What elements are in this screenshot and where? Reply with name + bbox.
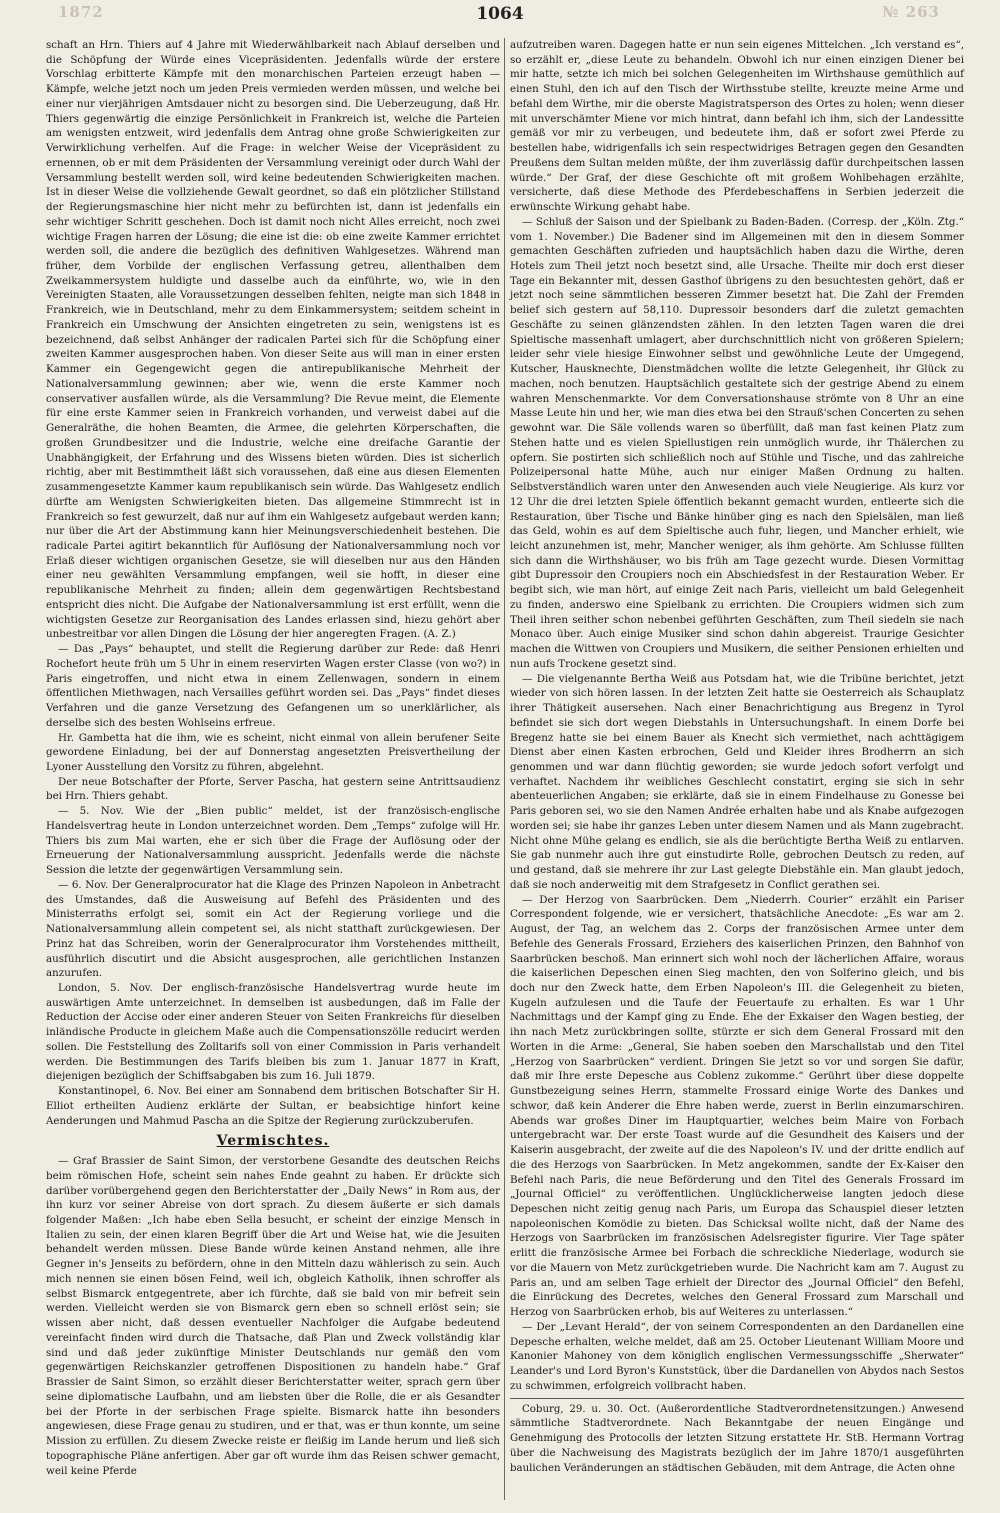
article-paragraph: Konstantinopel, 6. Nov. Bei einer am Sonnabend dem britischen Botschafter Sir H. Elliot ertheilten Audienz erklärte der Sultan, er beabsichtige hinfort keine Aenderungen und Mahmud Pascha an die Spitze der Regierung zurückzuberufen. xyxy=(46,1085,500,1127)
article-paragraph: — Der „Levant Herald“, der von seinem Correspondenten an den Dardanellen eine Depesche erhalten, welche meldet, daß am 25. October Lieutenant William Moore und Kanonier Mahoney von dem königlich englischen Vermessungsschiffe „Sherwater“ Leander's und Lord Byron's Kunststück, über die Dardanellen von Abydos nach Sestos zu schwimmen, erfolgreich vollbracht haben. xyxy=(510,1320,964,1392)
article-paragraph: — Schluß der Saison und der Spielbank zu Baden-Baden. (Corresp. der „Köln. Ztg.“ vom 1. November.) Die Badener sind im Allgemeinen mit den in diesem Sommer gemachten Geschäften zufrieden und hauptsächlich haben dazu die Wirthe, deren Hotels zum Theil jetzt noch besetzt sind, alle Ursache. Theilte mir doch erst dieser Tage ein Bekannter mit, dessen Gasthof übrigens zu den besuchtesten gehört, daß er jetzt noch seine sämmtlichen besseren Zimmer besetzt hat. Die Zahl der Fremden belief sich gestern auf 58,110. Dupressoir besonders darf die zuletzt gemachten Geschäfte zu seinen glänzendsten zählen. In den letzten Tagen waren die drei Spieltische massenhaft umlagert, aber durchschnittlich nicht von größeren Spielern; leider sehr viele hiesige Einwohner selbst und gewöhnliche Leute der Umgegend, Kutscher, Hausknechte, Dienstmädchen wollte die letzte Gelegenheit, ihr Glück zu machen, noch benutzen. Hauptsächlich gestaltete sich der gestrige Abend zu einem wahren Menschenmarkte. Vor dem Conversationshause strömte von 8 Uhr an eine Masse Leute hin und her, wie man dies etwa bei den Strauß'schen Concerten zu sehen gewohnt war. Die Säle vollends waren so überfüllt, daß man fast keinen Platz zum Stehen hatte und es vielen Spiellustigen rein unmöglich wurde, ihr Thälerchen zu opfern. Sie postirten sich schließlich noch auf Stühle und Tische, und das zahlreiche Polizeipersonal hatte Mühe, auch nur einiger Maßen Ordnung zu halten. Selbstverständlich waren unter den Anwesenden auch viele Neugierige. Als kurz vor 12 Uhr die drei letzten Spiele öffentlich bekannt gemacht wurden, entleerte sich die Restauration, über Tische und Bänke hinüber ging es nach den Spielsälen, man ließ das Geld, wohin es auf dem Spieltische auch fuhr, liegen, und Mancher erhielt, wie leicht anzunehmen ist, mehr, Mancher weniger, als ihm gehörte. Am Schlusse füllten sich dann die Wirthshäuser, wo bis früh am Tage gezecht wurde. Diesen Vormittag gibt Dupressoir den Croupiers noch ein Abschiedsfest in der Restauration Weber. Er begibt sich, wie man hört, auf einige Zeit nach Paris, vielleicht um bald Gelegenheit zu finden, anderswo eine Spielbank zu errichten. Die Croupiers widmen sich zum Theil ihren seither schon nebenbei geführten Geschäften, zum Theil siedeln sie nach Monaco über. Auch einige Musiker sind schon dahin abgereist. Traurige Gesichter machen die Wittwen von Croupiers und Musikern, die seither Pensionen erhielten und nun aufs Trockene gesetzt sind. xyxy=(510,215,964,670)
article-paragraph: — Die vielgenannte Bertha Weiß aus Potsdam hat, wie die Tribüne berichtet, jetzt wieder von sich hören lassen. In der letzten Zeit hatte sie Oesterreich als Schauplatz ihrer Thätigkeit ausersehen. Nach einer Benachrichtigung aus Bregenz in Tyrol befindet sie sich dort wegen Diebstahls in Untersuchungshaft. In einem Dorfe bei Bregenz hatte sie bei einem Bauer als Knecht sich vermiethet, nach achttägigem Dienst aber einen Kasten erbrochen, Geld und Kleider ihres Brodherrn an sich genommen und war dann flüchtig geworden; sie wurde jedoch sofort verfolgt und verhaftet. Nachdem ihr weibliches Geschlecht constatirt, erging sie sich in sehr abenteuerlichen Angaben; sie erklärte, daß sie in einem Findelhause zu Gonesse bei Paris geboren sei, wo sie den Namen Andrée erhalten habe und als Knabe aufgezogen worden sei; sie habe ihr ganzes Leben unter diesem Namen und als Mann zugebracht. Nicht ohne Mühe gelang es endlich, sie als die berüchtigte Bertha Weiß zu entlarven. Sie gab nunmehr auch ihre gut einstudirte Rolle, gebrochen Deutsch zu reden, auf und gestand, daß sie mehrere ihr zur Last gelegte Diebstähle ein. Man glaubt jedoch, daß sie noch anderweitig mit dem Strafgesetz in Conflict gerathen sei. xyxy=(510,672,964,891)
right-column xyxy=(510,38,964,1476)
section-heading: Vermischtes. xyxy=(216,1133,330,1150)
article-paragraph: Hr. Gambetta hat die ihm, wie es scheint, nicht einmal von allein berufener Seite gewordene Einladung, bei der auf Donnerstag angesetzten Preisvertheilung der Lyoner Ausstellung den Vorsitz zu führen, abgelehnt. xyxy=(46,731,500,773)
page-number: 1064 xyxy=(476,4,524,24)
article-paragraph: aufzutreiben waren. Dagegen hatte er nun sein eigenes Mittelchen. „Ich verstand es“, so erzählt er, „diese Leute zu behandeln. Obwohl ich nur einen einzigen Diener bei mir hatte, setzte ich mich bei solchen Gelegenheiten im Wirthshause gemüthlich auf einen Stuhl, den ich auf den Tisch der Wirthsstube stellte, kreuzte meine Arme und befahl dem Wirthe, mir die oberste Magistratsperson des Ortes zu holen; wenn dieser mit unverschämter Miene vor mich hintrat, dann befahl ich ihm, sich der Landessitte gemäß vor mir zu verbeugen, und bedeutete ihm, daß er sofort zwei Pferde zu bestellen habe, widrigenfalls ich sein respectwidriges Betragen gegen den Gesandten Preußens dem Sultan melden müßte, der ihm zuverlässig dafür durchpeitschen lassen würde.“ Der Graf, der diese Geschichte oft mit großem Wohlbehagen erzählte, versicherte, daß diese Methode des Pferdebeschaffens in Serbien jederzeit die erwünschte Wirkung gehabt habe. xyxy=(510,39,964,214)
article-paragraph: — Der Herzog von Saarbrücken. Dem „Niederrh. Courier“ erzählt ein Pariser Correspondent folgende, wie er versichert, thatsächliche Anecdote: „Es war am 2. August, der Tag, an welchem das 2. Corps der französischen Armee unter dem Befehle des Generals Frossard, Erziehers des kaiserlichen Prinzen, den Bahnhof von Saarbrücken beschoß. Man erinnert sich wohl noch der lächerlichen Affaire, woraus die kaiserlichen Depeschen einen Sieg machten, den von Solferino gleich, und bis doch nur den Zweck hatte, dem Erben Napoleon's III. die Gelegenheit zu bieten, Kugeln aufzulesen und die Taufe der Feuertaufe zu erhalten. Es war 1 Uhr Nachmittags und der Kampf ging zu Ende. Ehe der Exkaiser den Wagen bestieg, der ihn nach Metz zurückbringen sollte, stürzte er sich dem General Frossard mit den Worten in die Arme: „General, Sie haben soeben den Marschallstab und den Titel „Herzog von Saarbrücken“ verdient. Dringen Sie jetzt so vor und sorgen Sie dafür, daß mir Ihre erste Depesche aus Coblenz zukomme.“ Gerührt über diese doppelte Gunstbezeigung seines Herrn, stammelte Frossard einige Worte des Dankes und schwor, daß kein Anderer die Ehre haben werde, zuerst in Berlin einzumarschiren. Abends war großes Diner im Hauptquartier, welches beim Maire von Forbach untergebracht war. Der erste Toast wurde auf die Gesundheit des Kaisers und der Kaiserin ausgebracht, der zweite auf die des Napoleon's IV. und der dritte endlich auf die des Herzogs von Saarbrücken. In Metz angekommen, sandte der Ex-Kaiser den Befehl nach Paris, die neue Beförderung und den Titel des Generals Frossard im „Journal Officiel“ zu veröffentlichen. Unglücklicherweise langten jedoch diese Depeschen nicht zeitig genug nach Paris, um Europa das Schauspiel dieser letzten napoleonischen Komödie zu bieten. Das Schicksal wollte nicht, daß der Name des Herzogs von Saarbrücken im französischen Adelsregister figurire. Vier Tage später erlitt die französische Armee bei Forbach die schreckliche Niederlage, wodurch sie vor die Mauern von Metz zurückgetrieben wurde. Die Nachricht kam am 7. August zu Paris an, und am selben Tage erhielt der Director des „Journal Officiel“ den Befehl, die Einrückung des Decretes, welches den General Frossard zum Marschall und Herzog von Saarbrücken erhob, bis auf Weiteres zu unterlassen.“ xyxy=(510,893,964,1319)
local-notice: Coburg, 29. u. 30. Oct. (Außerordentliche Stadtverordnetensitzungen.) Anwesend sämmtliche Stadtverordnete. Nach Bekanntgabe der neuen Eingänge und Genehmigung des Protocolls der letzten Sitzung erstattete Hr. StB. Hermann Vortrag über die Nachweisung des Magistrats bezüglich der im Jahre 1870/1 ausgeführten baulichen Veränderungen an städtischen Gebäuden, mit dem Antrage, die Acten ohne xyxy=(510,1403,964,1474)
article-paragraph: schaft an Hrn. Thiers auf 4 Jahre mit Wiederwählbarkeit nach Ablauf derselben und die Schöpfung der Würde eines Vicepräsidenten. Jedenfalls würde der erstere Vorschlag erbitterte Kämpfe mit den monarchischen Parteien erzeugt haben — Kämpfe, welche jetzt noch um jeden Preis vermieden werden müssen, und welche bei einer nur vierjährigen Amtsdauer nicht zu besorgen sind. Die Ueberzeugung, daß Hr. Thiers gegenwärtig die einzige Persönlichkeit in Frankreich ist, welche die Parteien am wenigsten entzweit, wird jedenfalls dem Antrag ohne große Schwierigkeiten zur Verwirklichung verhelfen. Auf die Frage: in welcher Weise der Vicepräsident zu ernennen, ob er mit dem Präsidenten der Versammlung vereinigt oder durch Wahl der Versammlung bestellt werden soll, wird keine bedeutenden Schwierigkeiten machen. Ist in dieser Weise die vollziehende Gewalt geordnet, so daß ein plötzlicher Stillstand der Regierungsmaschine hier nicht mehr zu befürchten ist, dann ist jedenfalls ein sehr wichtiger Schritt geschehen. Doch ist damit noch nicht Alles erreicht, noch zwei wichtige Fragen harren der Lösung; die eine ist die: ob eine zweite Kammer errichtet werden soll, die andere die bezüglich des definitiven Wahlgesetzes. Während man früher, dem Vorbilde der englischen Verfassung getreu, allenthalben dem Zweikammersystem huldigte und dasselbe auch da einführte, wo, wie in den Vereinigten Staaten, alle Voraussetzungen desselben fehlten, neigte man sich 1848 in Frankreich, wie in Deutschland, mehr zu dem Einkammersystem; seitdem scheint in Frankreich ein Umschwung der Ansichten eingetreten zu sein, wenigstens ist es bezeichnend, daß selbst Anhänger der radicalen Partei sich für die Schöpfung einer zweiten Kammer ausgesprochen haben. Von dieser Seite aus will man in einer ersten Kammer ein Gegengewicht gegen die antirepublikanische Mehrheit der Nationalversammlung gewinnen; aber wie, wenn die erste Kammer noch conservativer ausfallen würde, als die Versammlung? Die Revue meint, die Elemente für eine erste Kammer seien in Frankreich vorhanden, und verweist dabei auf die Generalräthe, die hohen Beamten, die Armee, die gelehrten Körperschaften, die großen Grundbesitzer und die Industrie, welche eine dreifache Garantie der Unabhängigkeit, der Erfahrung und des Wissens bieten würden. Dies ist sicherlich richtig, aber mit Bestimmtheit läßt sich voraussehen, daß eine aus diesen Elementen zusammengesetzte Kammer kaum republikanisch sein würde. Das Wahlgesetz endlich dürfte am Wenigsten Schwierigkeiten bieten. Das allgemeine Stimmrecht ist in Frankreich so fest gewurzelt, daß nur auf ihm ein Wahlgesetz aufgebaut werden kann; nur über die Art der Abstimmung kann hier Meinungsverschiedenheit bestehen. Die radicale Partei agitirt bekanntlich für Auflösung der Nationalversammlung noch vor Erlaß dieser wichtigen organischen Gesetze, sie will dieselben nur aus den Händen einer neu gewählten Versammlung empfangen, weil sie hofft, in dieser eine republikanische Mehrheit zu finden; allein dem gegenwärtigen Rechtsbestand entspricht dies nicht. Die Aufgabe der Nationalversammlung ist erst erfüllt, wenn die wichtigsten Gesetze zur Reorganisation des Landes erlassen sind, hiezu gehört aber unbestreitbar vor allen Dingen die Lösung der hier angeregten Fragen. (A. Z.) xyxy=(46,39,500,641)
article-paragraph: — Das „Pays“ behauptet, und stellt die Regierung darüber zur Rede: daß Henri Rochefort heute früh um 5 Uhr in einem reservirten Wagen erster Classe (von wo?) in Paris eingetroffen, und nicht etwa in einem Zellenwagen, sondern in einem öffentlichen Miethwagen, nach Versailles geführt worden sei. Das „Pays“ findet dieses Verfahren und die ganze Versetzung des Gefangenen um so unerklärlicher, als derselbe sich des besten Wohlseins erfreue. xyxy=(46,643,500,729)
bleed-through-year: 1872 xyxy=(58,3,104,21)
article-paragraph: — 5. Nov. Wie der „Bien public“ meldet, ist der französisch-englische Handelsvertrag heute in London unterzeichnet worden. Dem „Temps“ zufolge will Hr. Thiers bis zum Mai warten, ehe er sich über die Frage der Auflösung oder der Erneuerung der Nationalversammlung ausspricht. Jedenfalls werde die nächste Session die letzte der gegenwärtigen Versammlung sein. xyxy=(46,805,500,877)
section-divider xyxy=(510,1398,964,1399)
article-paragraph: Der neue Botschafter der Pforte, Server Pascha, hat gestern seine Antrittsaudienz bei Hrn. Thiers gehabt. xyxy=(46,775,500,803)
column-divider xyxy=(504,38,505,1500)
article-paragraph: — Graf Brassier de Saint Simon, der verstorbene Gesandte des deutschen Reichs beim römischen Hofe, scheint sein nahes Ende geahnt zu haben. Er drückte sich darüber vorübergehend gegen den Berichterstatter der „Daily News“ in Rom aus, der ihn kurz vor seiner Abreise von dort sprach. Zu diesem äußerte er sich damals folgender Maßen: „Ich habe eben Sella besucht, er scheint der einzige Mensch in Italien zu sein, der einen klaren Begriff über die Art und Weise hat, wie die Jesuiten behandelt werden müssen. Diese Bande würde keinen Anstand nehmen, alle ihre Gegner in's Jenseits zu befördern, ohne in den Mitteln dazu wählerisch zu sein. Auch mich nennen sie einen bösen Feind, weil ich, obgleich Katholik, ihnen schroffer als selbst Bismarck entgegentrete, aber ich fürchte, daß sie bald von mir befreit sein werden. Vielleicht werden sie von Bismarck gern eben so schnell erlöst sein; sie wissen aber nicht, daß dessen eventueller Nachfolger die Aufgabe bedeutend vereinfacht finden wird durch die Thatsache, daß Plan und Zweck vollständig klar sind und daß jeder zukünftige Minister Deutschlands nur gemäß den vom gegenwärtigen Reichskanzler getroffenen Dispositionen zu handeln habe.“ Graf Brassier de Saint Simon, so erzählt dieser Berichterstatter weiter, sprach gern über seine diplomatische Laufbahn, und am liebsten über die Rolle, die er als Gesandter bei der Pforte in der serbischen Frage spielte. Bismarck hatte ihn besonders angewiesen, diese Frage genau zu studiren, und er that, was er thun konnte, um seine Mission zu erfüllen. Zu diesem Zwecke reiste er fleißig im Lande herum und ließ sich topographische Pläne anfertigen. Aber gar oft wurde ihm das Reisen schwer gemacht, weil keine Pferde xyxy=(46,1155,500,1477)
article-paragraph: — 6. Nov. Der Generalprocurator hat die Klage des Prinzen Napoleon in Anbetracht des Umstandes, daß die Ausweisung auf Befehl des Präsidenten und des Ministerraths erfolgt sei, somit ein Act der Regierung vorliege und die Nationalversammlung allein competent sei, als nicht statthaft zurückgewiesen. Der Prinz hat das Schreiben, worin der Generalprocurator ihm Vorstehendes mittheilt, ausführlich discutirt und die Absicht ausgesprochen, alle gerichtlichen Instanzen anzurufen. xyxy=(46,878,500,980)
article-paragraph: London, 5. Nov. Der englisch-französische Handelsvertrag wurde heute im auswärtigen Amte unterzeichnet. In demselben ist ausbedungen, daß im Falle der Reduction der Accise oder einer anderen Steuer von Seiten Frankreichs für dieselben inländische Producte in gleichem Maße auch die Compensationszölle reducirt werden sollen. Die Feststellung des Zolltarifs soll von einer Commission in Paris verhandelt werden. Die Bestimmungen des Tarifs bleiben bis zum 1. Januar 1877 in Kraft, diejenigen bezüglich der Schiffsabgaben bis zum 16. Juli 1879. xyxy=(46,982,500,1083)
left-column xyxy=(46,38,500,1478)
bleed-through-issue: № 263 xyxy=(882,3,940,21)
